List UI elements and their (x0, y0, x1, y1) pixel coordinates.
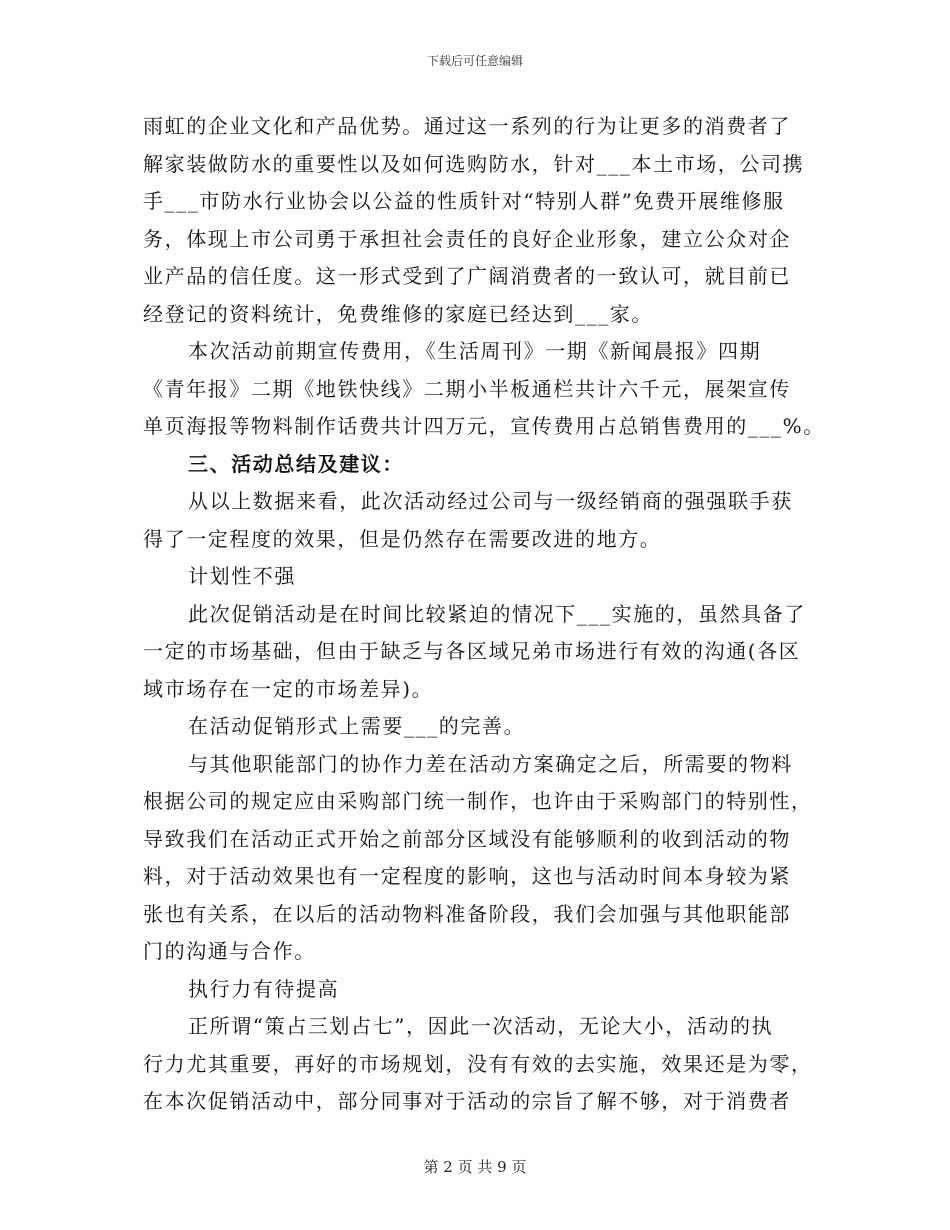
text-line: 单页海报等物料制作话费共计四万元，宣传费用占总销售费用的___%。 (143, 414, 825, 438)
text-line: 料，对于活动效果也有一定程度的影响，这也与活动时间本身较为紧 (143, 864, 791, 888)
text-line: 雨虹的企业文化和产品优势。通过这一系列的行为让更多的消费者了 (143, 114, 791, 138)
text-line: 行力尤其重要，再好的市场规划，没有有效的去实施，效果还是为零， (143, 1051, 813, 1076)
subheading: 计划性不强 (188, 564, 296, 588)
text-line: 一定的市场基础，但由于缺乏与各区域兄弟市场进行有效的沟通(各区 (143, 639, 801, 663)
paragraph-start: 与其他职能部门的协作力差在活动方案确定之后，所需要的物料 (188, 751, 793, 776)
text-line: 经登记的资料统计，免费维修的家庭已经达到___家。 (143, 301, 653, 326)
paragraph-start: 本次活动前期宣传费用，《生活周刊》一期《新闻晨报》四期 (188, 339, 762, 363)
paragraph-start: 从以上数据来看，此次活动经过公司与一级经销商的强强联手获 (188, 489, 793, 513)
text-line: 务，体现上市公司勇于承担社会责任的良好企业形象，建立公众对企 (143, 226, 791, 251)
text-line: 解家装做防水的重要性以及如何选购防水，针对___本土市场，公司携 (143, 151, 805, 176)
text-line: 业产品的信任度。这一形式受到了广阔消费者的一致认可，就目前已 (143, 264, 791, 288)
paragraph-start: 此次促销活动是在时间比较紧迫的情况下___实施的，虽然具备了 (188, 601, 806, 626)
text-line: 门的沟通与合作。 (143, 939, 316, 963)
paragraph-start: 正所谓“策占三划占七”，因此一次活动，无论大小，活动的执 (188, 1014, 774, 1038)
section-heading: 三、活动总结及建议： (188, 451, 404, 476)
text-line: 《青年报》二期《地铁快线》二期小半板通栏共计六千元，展架宣传 (143, 376, 791, 401)
text-line: 导致我们在活动正式开始之前部分区域没有能够顺利的收到活动的物 (143, 826, 791, 851)
text-line: 根据公司的规定应由采购部门统一制作，也许由于采购部门的特别性， (143, 789, 813, 813)
paragraph-start: 在活动促销形式上需要___的完善。 (188, 714, 526, 738)
text-line: 得了一定程度的效果，但是仍然存在需要改进的地方。 (143, 526, 662, 551)
page-footer: 第 2 页 共 9 页 (423, 1158, 527, 1176)
document-body (143, 108, 825, 1121)
page-header: 下载后可任意编辑 (426, 54, 523, 68)
text-line: 手___市防水行业协会以公益的性质针对“特别人群”免费开展维修服 (143, 189, 785, 213)
subheading: 执行力有待提高 (188, 976, 340, 1001)
text-line: 张也有关系，在以后的活动物料准备阶段，我们会加强与其他职能部 (143, 901, 791, 926)
text-line: 在本次促销活动中，部分同事对于活动的宗旨了解不够，对于消费者 (143, 1089, 791, 1113)
text-line: 域市场存在一定的市场差异)。 (143, 676, 434, 701)
